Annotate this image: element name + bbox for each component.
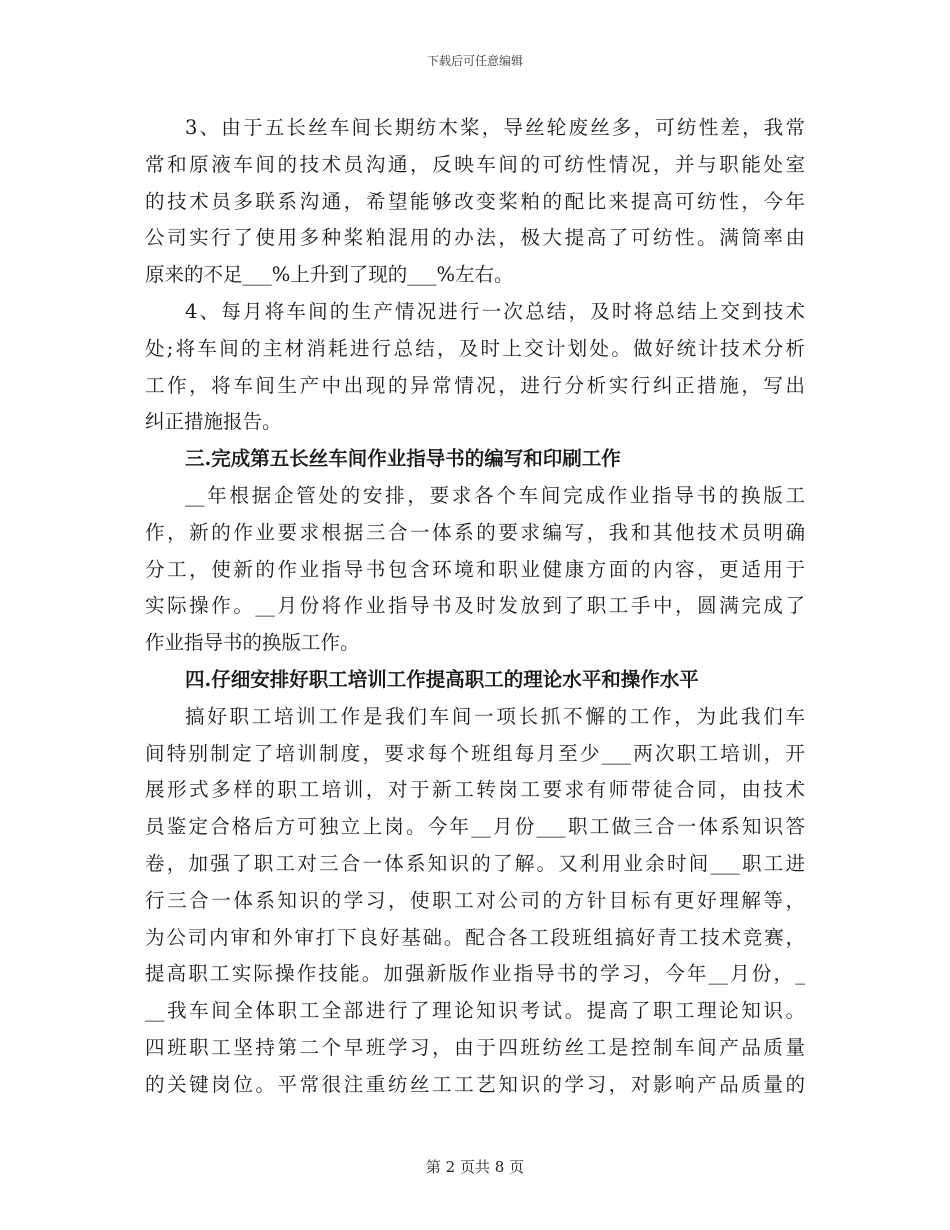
section-heading-4: 四.仔细安排好职工培训工作提高职工的理论水平和操作水平 xyxy=(185,667,699,691)
text-line: 常和原液车间的技术员沟通，反映车间的可纺性情况，并与职能处室 xyxy=(145,152,805,176)
text-line: 工作，将车间生产中出现的异常情况，进行分析实行纠正措施，写出 xyxy=(145,373,805,397)
text-line: 公司实行了使用多种桨粕混用的办法，极大提高了可纺性。满筒率由 xyxy=(145,226,805,250)
text-line: 分工，使新的作业指导书包含环境和职业健康方面的内容，更适用于 xyxy=(145,557,805,581)
text-line: 展形式多样的职工培训，对于新工转岗工要求有师带徒合同，由技术 xyxy=(145,778,805,802)
paragraph-3 xyxy=(145,478,805,662)
header-note: 下载后可任意编辑 xyxy=(426,54,523,68)
text-line: 搞好职工培训工作是我们车间一项长抓不懈的工作，为此我们车 xyxy=(185,704,805,728)
text-line: 原来的不足___%上升到了现的___%左右。 xyxy=(145,263,514,287)
text-line: 为公司内审和外审打下良好基础。配合各工段班组搞好青工技术竞赛， xyxy=(145,925,805,949)
text-line: 四班职工坚持第二个早班学习，由于四班纺丝工是控制车间产品质量 xyxy=(145,1035,805,1059)
paragraph-2 xyxy=(145,294,805,441)
text-line: 实际操作。__月份将作业指导书及时发放到了职工手中，圆满完成了 xyxy=(145,594,805,618)
text-line: 的关键岗位。平常很注重纺丝工工艺知识的学习，对影响产品质量的 xyxy=(145,1072,805,1096)
text-line: 3、由于五长丝车间长期纺木桨，导丝轮废丝多，可纺性差，我常 xyxy=(185,116,805,139)
text-line: 处;将车间的主材消耗进行总结，及时上交计划处。做好统计技术分析 xyxy=(145,336,805,360)
text-line: __年根据企管处的安排，要求各个车间完成作业指导书的换版工 xyxy=(185,483,805,507)
text-line: 行三合一体系知识的学习，使职工对公司的方针目标有更好理解等， xyxy=(145,888,805,912)
text-line: 作，新的作业要求根据三合一体系的要求编写，我和其他技术员明确 xyxy=(145,520,805,544)
paragraph-4 xyxy=(145,699,805,1104)
document-body xyxy=(145,110,805,1104)
text-line: 卷，加强了职工对三合一体系知识的了解。又利用业余时间___职工进 xyxy=(145,851,805,875)
text-line: __我车间全体职工全部进行了理论知识考试。提高了职工理论知识。 xyxy=(145,999,805,1023)
text-line: 作业指导书的换版工作。 xyxy=(145,631,360,655)
text-line: 纠正措施报告。 xyxy=(145,410,282,434)
text-line: 员鉴定合格后方可独立上岗。今年__月份___职工做三合一体系知识答 xyxy=(145,815,805,839)
text-line: 间特别制定了培训制度，要求每个班组每月至少___两次职工培训，开 xyxy=(145,741,805,765)
text-line: 4、每月将车间的生产情况进行一次总结，及时将总结上交到技术 xyxy=(185,299,805,323)
text-line: 提高职工实际操作技能。加强新版作业指导书的学习，今年__月份，_ xyxy=(145,962,805,986)
page-number: 第 2 页共 8 页 xyxy=(425,1158,525,1176)
section-heading-3: 三.完成第五长丝车间作业指导书的编写和印刷工作 xyxy=(185,447,621,471)
text-line: 的技术员多联系沟通，希望能够改变桨粕的配比来提高可纺性，今年 xyxy=(145,189,805,213)
paragraph-1 xyxy=(145,110,805,294)
